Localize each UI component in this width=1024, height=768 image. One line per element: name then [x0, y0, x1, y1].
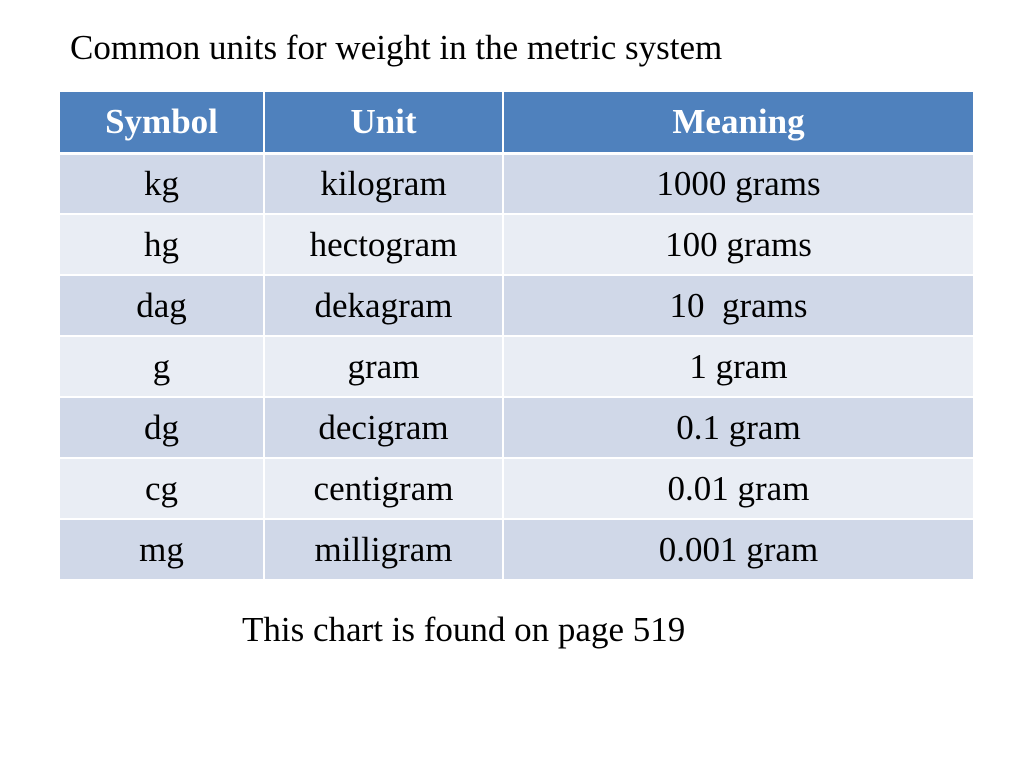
header-meaning: Meaning [503, 92, 973, 153]
table-row [60, 336, 973, 397]
cell-symbol: cg [60, 458, 264, 519]
cell-symbol: mg [60, 519, 264, 580]
cell-symbol: dag [60, 275, 264, 336]
cell-meaning: 0.01 gram [503, 458, 973, 519]
cell-meaning: 0.1 gram [503, 397, 973, 458]
table-row [60, 275, 973, 336]
cell-symbol: kg [60, 153, 264, 214]
table-row [60, 458, 973, 519]
footer-note: This chart is found on page 519 [242, 610, 686, 649]
cell-symbol: dg [60, 397, 264, 458]
cell-unit: decigram [264, 397, 503, 458]
cell-unit: gram [264, 336, 503, 397]
cell-unit: milligram [264, 519, 503, 580]
cell-meaning: 100 grams [503, 214, 973, 275]
header-symbol: Symbol [60, 92, 264, 153]
cell-meaning: 1000 grams [503, 153, 973, 214]
cell-symbol: g [60, 336, 264, 397]
cell-unit: hectogram [264, 214, 503, 275]
cell-unit: dekagram [264, 275, 503, 336]
table-header-row [60, 92, 973, 153]
cell-symbol: hg [60, 214, 264, 275]
cell-unit: centigram [264, 458, 503, 519]
metric-weight-units-table [60, 92, 973, 581]
slide-title: Common units for weight in the metric system [70, 28, 723, 67]
cell-meaning: 10 grams [503, 275, 973, 336]
table-row [60, 153, 973, 214]
header-unit: Unit [264, 92, 503, 153]
cell-meaning: 1 gram [503, 336, 973, 397]
table-row [60, 397, 973, 458]
cell-meaning: 0.001 gram [503, 519, 973, 580]
table-row [60, 214, 973, 275]
cell-unit: kilogram [264, 153, 503, 214]
table-row [60, 519, 973, 580]
